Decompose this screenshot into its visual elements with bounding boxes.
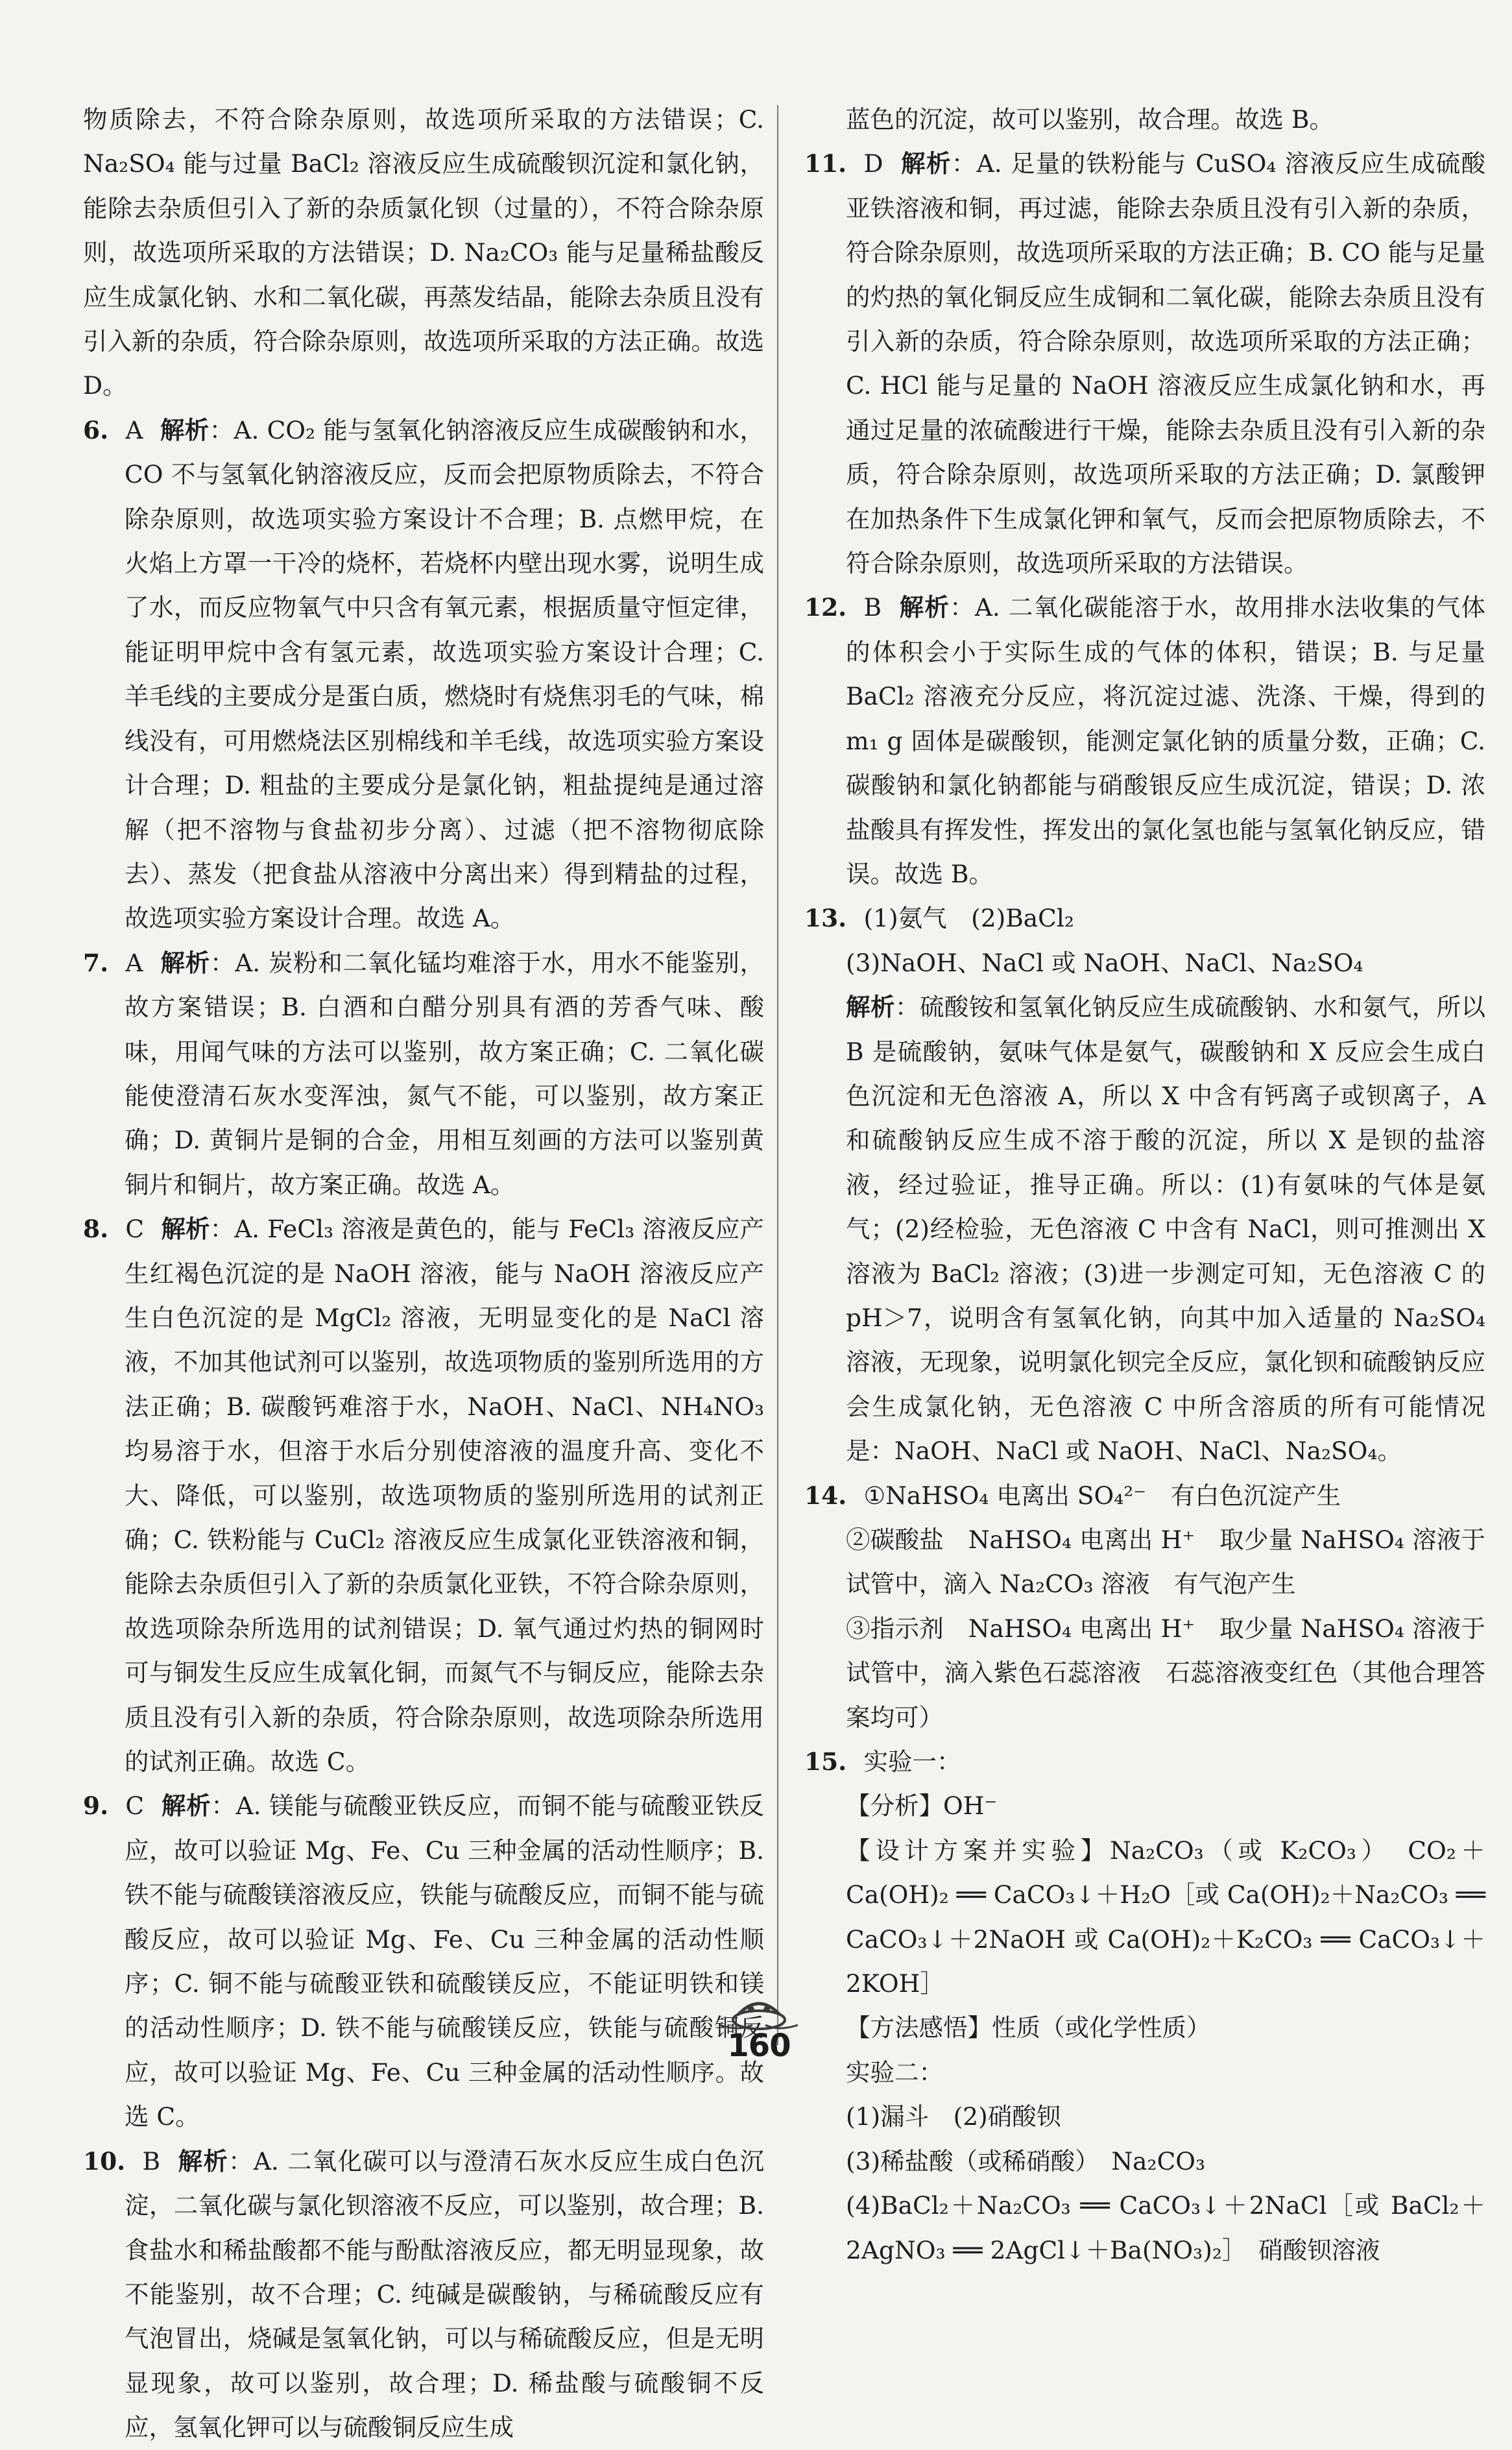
- answer-15-experiment-2: 实验二：: [846, 2057, 943, 2087]
- answer-12: [804, 585, 1485, 896]
- answer-text: ：A. 足量的铁粉能与 CuSO₄ 溶液反应生成硫酸亚铁溶液和铜，再过滤，能除去杂质且没有引入新的杂质，符合除杂原则，故选项所采取的方法正确；B. CO 能与足量的灼热的氧化铜反应生成铜和二氧化碳，能除去杂质且没有引入新的杂质，符合除杂原则，故选项所采取的方法正确；C. HCl 能与足量的 NaOH 溶液反应生成氯化钠和水，再通过足量的浓硫酸进行干燥，能除去杂质且没有引入新的杂质，符合除杂原则，故选项所采取的方法正确；D. 氯酸钾在加热条件下生成氯化钾和氧气，反而会把原物质除去，不符合除杂原则，故选项所采取的方法错误。: [846, 149, 1485, 578]
- answer-text: (1)氨气 (2)BaCl₂: [863, 904, 1074, 933]
- answer-text: ：A. 镁能与硫酸亚铁反应，而铜不能与硫酸亚铁反应，故可以验证 Mg、Fe、Cu 三种金属的活动性顺序；B. 铁不能与硫酸镁溶液反应，铁能与硫酸反应，而铜不能与硫酸反应，故可以验证 Mg、Fe、Cu 三种金属的活动性顺序；C. 铜不能与硫酸亚铁和硫酸镁反应，不能证明铁和镁的活动性顺序；D. 铁不能与硫酸镁反应，铁能与硫酸铜反应，故可以验证 Mg、Fe、Cu 三种金属的活动性顺序。故选 C。: [125, 1791, 765, 2131]
- answer-13-analysis: [804, 985, 1485, 1473]
- page-footer: [701, 1995, 817, 2067]
- answer-10: [83, 2139, 764, 2450]
- answer-15-analysis: 【分析】OH⁻: [846, 1791, 998, 1821]
- answer-15-part-4: (4)BaCl₂＋Na₂CO₃ ══ CaCO₃↓＋2NaCl［或 BaCl₂＋2AgNO₃ ══ 2AgCl↓＋Ba(NO₃)₂］ 硝酸钡溶液: [846, 2191, 1485, 2264]
- question-number: 8.: [83, 1215, 109, 1244]
- question-number: 6.: [83, 415, 109, 444]
- analysis-label: 解析: [177, 2146, 229, 2176]
- answer-15: [804, 1740, 1485, 1784]
- answer-14-part-2: ②碳酸盐 NaHSO₄ 电离出 H⁺ 取少量 NaHSO₄ 溶液于试管中，滴入 Na₂CO₃ 溶液 有气泡产生: [846, 1525, 1485, 1599]
- answer-14-part-3: ③指示剂 NaHSO₄ 电离出 H⁺ 取少量 NaHSO₄ 溶液于试管中，滴入紫色石蕊溶液 石蕊溶液变红色（其他合理答案均可）: [846, 1614, 1485, 1732]
- answer-text: ：A. 二氧化碳能溶于水，故用排水法收集的气体的体积会小于实际生成的气体的体积，错误；B. 与足量 BaCl₂ 溶液充分反应，将沉淀过滤、洗涤、干燥，得到的 m₁ g 固体是碳酸钡，能测定氯化钠的质量分数，正确；C. 碳酸钠和氯化钠都能与硝酸银反应生成沉淀，错误；D. 浓盐酸具有挥发性，挥发出的氯化氢也能与氢氧化钠反应，错误。故选 B。: [846, 593, 1486, 888]
- answer-text: ：硫酸铵和氢氧化钠反应生成硫酸钠、水和氨气，所以 B 是硫酸钠，氨味气体是氨气，碳酸钠和 X 反应会生成白色沉淀和无色溶液 A，所以 X 中含有钙离子或钡离子，A 和硫酸钠反应生成不溶于酸的沉淀，所以 X 是钡的盐溶液，经过验证，推导正确。所以：(1)有氨味的气体是氨气；(2)经检验，无色溶液 C 中含有 NaCl，则可推测出 X 溶液为 BaCl₂ 溶液；(3)进一步测定可知，无色溶液 C 的 pH＞7，说明含有氢氧化钠，向其中加入适量的 Na₂SO₄ 溶液，无现象，说明氯化钡完全反应，氯化钡和硫酸钠反应会生成氯化钠，无色溶液 C 中所含溶质的所有可能情况是：NaOH、NaCl 或 NaOH、NaCl、Na₂SO₄。: [846, 993, 1486, 1466]
- analysis-label: 解析: [900, 149, 952, 178]
- answer-11: [804, 141, 1485, 585]
- answer-6: [83, 408, 764, 941]
- analysis-label: 解析: [160, 415, 210, 444]
- left-column: [83, 97, 764, 2450]
- answer-8: [83, 1207, 764, 1784]
- question-number: 9.: [83, 1791, 109, 1821]
- answer-text: ：A. 炭粉和二氧化锰均难溶于水，用水不能鉴别，故方案错误；B. 白酒和白醋分别具有酒的芳香气味、酸味，用闻气味的方法可以鉴别，故方案正确；C. 二氧化碳能使澄清石灰水变浑浊，氮气不能，可以鉴别，故方案正确；D. 黄铜片是铜的合金，用相互刻画的方法可以鉴别黄铜片和铜片，故方案正确。故选 A。: [125, 948, 765, 1199]
- answer-choice: C: [125, 1791, 145, 1821]
- analysis-label: 解析: [160, 948, 210, 977]
- analysis-label: 解析: [898, 593, 950, 622]
- answer-choice: A: [125, 948, 143, 977]
- question-number: 14.: [804, 1481, 847, 1510]
- answer-15-part-1-2: (1)漏斗 (2)硝酸钡: [846, 2102, 1061, 2131]
- answer-15-insight: 【方法感悟】性质（或化学性质）: [846, 2013, 1211, 2043]
- question-number: 13.: [804, 904, 847, 933]
- answer-text: 实验一：: [863, 1747, 961, 1777]
- column-divider: [777, 105, 778, 2045]
- left-continuation: 物质除去，不符合除杂原则，故选项所采取的方法错误；C. Na₂SO₄ 能与过量 BaCl₂ 溶液反应生成硫酸钡沉淀和氯化钠，能除去杂质但引入了新的杂质氯化钡（过量的），不符合除杂原则，故选项所采取的方法错误；D. Na₂CO₃ 能与足量稀盐酸反应生成氯化钠、水和二氧化碳，再蒸发结晶，能除去杂质且没有引入新的杂质，符合除杂原则，故选项所采取的方法正确。故选 D。: [83, 105, 764, 400]
- answer-text: ：A. FeCl₃ 溶液是黄色的，能与 FeCl₃ 溶液反应产生红褐色沉淀的是 NaOH 溶液，能与 NaOH 溶液反应产生白色沉淀的是 MgCl₂ 溶液，无明显变化的是 NaCl 溶液，不加其他试剂可以鉴别，故选项物质的鉴别所选用的方法正确；B. 碳酸钙难溶于水，NaOH、NaCl、NH₄NO₃ 均易溶于水，但溶于水后分别使溶液的温度升高、变化不大、降低，可以鉴别，故选项物质的鉴别所选用的试剂正确；C. 铁粉能与 CuCl₂ 溶液反应生成氯化亚铁溶液和铜，能除去杂质但引入了新的杂质氯化亚铁，不符合除杂原则，故选项除杂所选用的试剂错误；D. 氧气通过灼热的铜网时可与铜发生反应生成氧化铜，而氮气不与铜反应，能除去杂质且没有引入新的杂质，符合除杂原则，故选项除杂所选用的试剂正确。故选 C。: [125, 1215, 764, 1777]
- answer-choice: A: [125, 415, 143, 444]
- answer-choice: D: [863, 149, 883, 178]
- question-number: 12.: [804, 593, 847, 622]
- analysis-label: 解析: [846, 993, 895, 1022]
- question-number: 10.: [83, 2146, 126, 2176]
- right-continuation: 蓝色的沉淀，故可以鉴别，故合理。故选 B。: [846, 105, 1334, 134]
- answer-7: [83, 941, 764, 1207]
- answer-choice: B: [863, 593, 882, 622]
- analysis-label: 解析: [161, 1215, 210, 1244]
- answer-choice: B: [142, 2146, 161, 2176]
- answer-14: [804, 1474, 1485, 1518]
- answer-13-part-3: (3)NaOH、NaCl 或 NaOH、NaCl、Na₂SO₄: [846, 948, 1363, 977]
- analysis-label: 解析: [161, 1791, 211, 1821]
- right-column: [804, 97, 1485, 2272]
- question-number: 11.: [804, 149, 847, 178]
- answer-9: [83, 1784, 764, 2139]
- answer-text: ：A. CO₂ 能与氢氧化钠溶液反应生成碳酸钠和水，CO 不与氢氧化钠溶液反应，反而会把原物质除去，不符合除杂原则，故选项实验方案设计不合理；B. 点燃甲烷，在火焰上方罩一干冷的烧杯，若烧杯内壁出现水雾，说明生成了水，而反应物氧气中只含有氧元素，根据质量守恒定律，能证明甲烷中含有氢元素，故选项实验方案设计合理；C. 羊毛线的主要成分是蛋白质，燃烧时有烧焦羽毛的气味，棉线没有，可用燃烧法区别棉线和羊毛线，故选项实验方案设计合理；D. 粗盐的主要成分是氯化钠，粗盐提纯是通过溶解（把不溶物与食盐初步分离）、过滤（把不溶物彻底除去）、蒸发（把食盐从溶液中分离出来）得到精盐的过程，故选项实验方案设计合理。故选 A。: [125, 415, 765, 933]
- answer-15-part-3: (3)稀盐酸（或稀硝酸） Na₂CO₃: [846, 2146, 1206, 2176]
- answer-text: ①NaHSO₄ 电离出 SO₄²⁻ 有白色沉淀产生: [863, 1481, 1341, 1510]
- question-number: 7.: [83, 948, 109, 977]
- answer-15-design: 【设计方案并实验】Na₂CO₃（或 K₂CO₃） CO₂＋Ca(OH)₂ ══ CaCO₃↓＋H₂O［或 Ca(OH)₂＋Na₂CO₃ ══ CaCO₃↓＋2NaOH 或 Ca(OH)₂＋K₂CO₃ ══ CaCO₃↓＋2KOH］: [846, 1836, 1485, 1998]
- answer-13: [804, 896, 1485, 940]
- question-number: 15.: [804, 1747, 847, 1777]
- page-number: 160: [727, 2028, 791, 2064]
- answer-choice: C: [125, 1215, 145, 1244]
- answer-text: ：A. 二氧化碳可以与澄清石灰水反应生成白色沉淀，二氧化碳与氯化钡溶液不反应，可以鉴别，故合理；B. 食盐水和稀盐酸都不能与酚酞溶液反应，都无明显现象，故不能鉴别，故不合理；C. 纯碱是碳酸钠，与稀硫酸反应有气泡冒出，烧碱是氢氧化钠，可以与稀硫酸反应，但是无明显现象，故可以鉴别，故合理；D. 稀盐酸与硫酸铜不反应，氢氧化钾可以与硫酸铜反应生成: [125, 2146, 765, 2442]
